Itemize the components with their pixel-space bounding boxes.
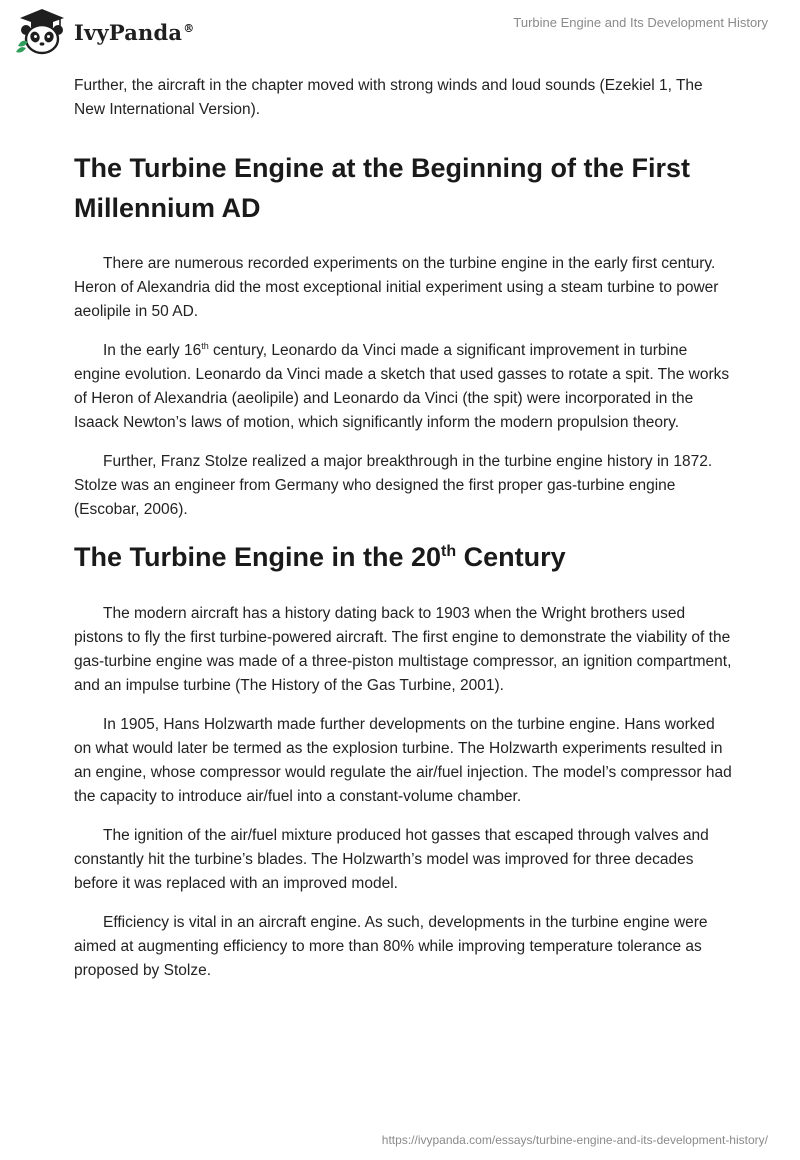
paragraph-ignition: The ignition of the air/fuel mixture produced hot gasses that escaped through valves and constantly hit the turbine’s blades. The Holzwarth’s model was improved for three decades before it was replaced with an improved model.	[74, 827, 709, 892]
paragraph-wright-brothers: The modern aircraft has a history dating back to 1903 when the Wright brothers used pistons to fly the first turbine-powered aircraft. The first engine to demonstrate the viability of the gas-turbine engine was made of a three-piston multistage compressor, an ignition compartment, and an impulse turbine (The History of the Gas Turbine, 2001).	[74, 605, 732, 694]
essay-content	[74, 74, 734, 998]
paragraph-leonardo: In the early 16th century, Leonardo da Vinci made a significant improvement in turbine engine evolution. Leonardo da Vinci made a sketch that used gasses to rotate a spit. The works of Heron of Alexandria (aeolipile) and Leonardo da Vinci (the spit) were incorporated in the Isaack Newton’s laws of motion, which significantly inform the modern propulsion theory.	[74, 340, 730, 431]
panda-graduate-icon	[14, 6, 70, 56]
document-title: Turbine Engine and Its Development History	[513, 15, 768, 30]
section-heading-first-millennium: The Turbine Engine at the Beginning of the First Millennium AD	[74, 153, 690, 223]
logo-text: IvyPanda®	[74, 19, 195, 45]
paragraph-stolze: Further, Franz Stolze realized a major breakthrough in the turbine engine history in 1872. Stolze was an engineer from Germany who designed the first proper gas-turbine engine (Escobar, 2006).	[74, 453, 713, 518]
paragraph-holzwarth: In 1905, Hans Holzwarth made further developments on the turbine engine. Hans worked on what would later be termed as the explosion turbine. The Holzwarth experiments resulted in an engine, whose compressor would regulate the air/fuel injection. The model’s compressor had the capacity to introduce air/fuel into a constant-volume chamber.	[74, 716, 732, 805]
lead-paragraph: Further, the aircraft in the chapter moved with strong winds and loud sounds (Ezekiel 1, The New International Version).	[74, 77, 703, 118]
source-url-link[interactable]: https://ivypanda.com/essays/turbine-engine-and-its-development-history/	[381, 1133, 768, 1147]
paragraph-efficiency: Efficiency is vital in an aircraft engine. As such, developments in the turbine engine were aimed at augmenting efficiency to more than 80% while improving temperature tolerance as proposed by Stolze.	[74, 914, 708, 979]
paragraph-heron: There are numerous recorded experiments on the turbine engine in the early first century. Heron of Alexandria did the most exceptional initial experiment using a steam turbine to power aeolipile in 50 AD.	[74, 255, 719, 320]
ivypanda-logo[interactable]	[14, 6, 194, 56]
section-heading-20th-century: The Turbine Engine in the 20th Century	[74, 542, 566, 572]
page-header	[0, 0, 800, 60]
